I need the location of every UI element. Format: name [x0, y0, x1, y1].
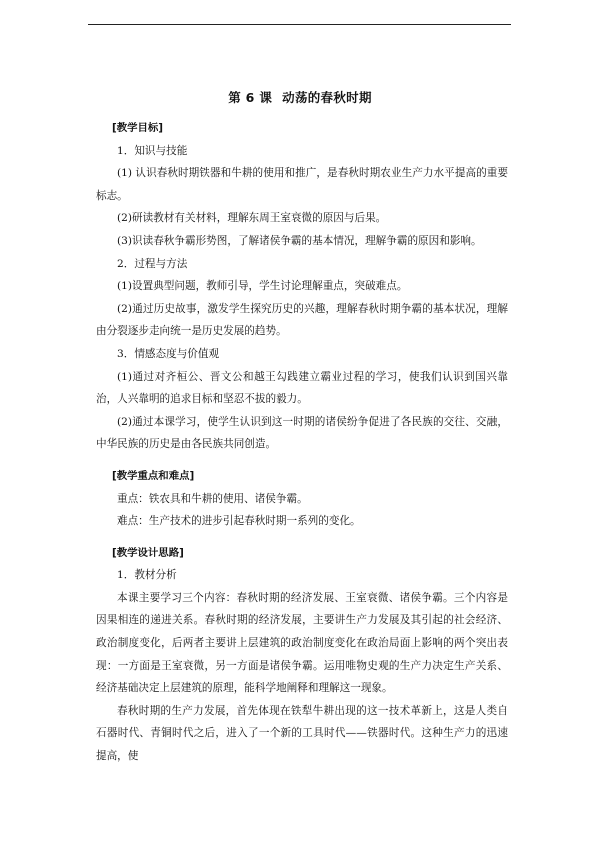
document-body: [96, 117, 508, 768]
paragraph: (2)通过本课学习，使学生认识到这一时期的诸侯纷争促进了各民族的交往、交融，中华民族的历史是由各民族共同创造。: [96, 415, 508, 451]
section-heading-design: [教学设计思路]: [112, 546, 184, 559]
lesson-name: 动荡的春秋时期: [282, 90, 372, 105]
paragraph: (1) 认识春秋时期铁器和牛耕的使用和推广，是春秋时期农业生产力水平提高的重要标志。: [96, 167, 508, 202]
subsection-heading: 2．过程与方法: [117, 257, 188, 270]
header-rule: [88, 24, 511, 25]
section-heading-keypoints: [教学重点和难点]: [112, 469, 195, 482]
lesson-number: 第 6 课: [228, 90, 273, 105]
paragraph: 重点：铁农具和牛耕的使用、诸侯争霸。: [117, 492, 308, 505]
lesson-title: [0, 88, 600, 106]
paragraph: (1)设置典型问题，教师引导，学生讨论理解重点，突破难点。: [117, 280, 408, 293]
paragraph: 本课主要学习三个内容：春秋时期的经济发展、王室衰微、诸侯争霸。三个内容是因果相连的递进关系。春秋时期的经济发展，主要讲生产力发展及其引起的社会经济、政治制度变化，后两者主要讲上层建筑的政治制度变化在政治局面上影响的两个突出表现：一方面是王室衰微，另一方面是诸侯争霸。运用唯物史观的生产力决定生产关系、经济基础决定上层建筑的原理，能科学地阐释和理解这一现象。: [96, 591, 508, 695]
paragraph: (1)通过对齐桓公、晋文公和越王勾践建立霸业过程的学习，使我们认识到国兴靠治，人兴靠明的追求目标和坚忍不拔的毅力。: [96, 370, 508, 406]
subsection-heading: 1．知识与技能: [117, 144, 188, 157]
paragraph: 春秋时期的生产力发展，首先体现在铁犁牛耕出现的这一技术革新上，这是人类自石器时代、青铜时代之后，进入了一个新的工具时代——铁器时代。这种生产力的迅速提高，使: [96, 704, 508, 763]
paragraph: (3)识读春秋争霸形势图，了解诸侯争霸的基本情况，理解争霸的原因和影响。: [117, 234, 482, 247]
subsection-heading: 3．情感态度与价值观: [117, 347, 220, 360]
section-heading-objectives: [教学目标]: [112, 122, 164, 134]
paragraph: 难点：生产技术的进步引起春秋时期一系列的变化。: [117, 515, 361, 528]
paragraph: (2)通过历史故事，激发学生探究历史的兴趣，理解春秋时期争霸的基本状况，理解由分裂逐步走向统一是历史发展的趋势。: [96, 302, 508, 338]
paragraph: (2)研读教材有关材料，理解东周王室衰微的原因与后果。: [117, 212, 387, 225]
subsection-heading: 1．教材分析: [117, 569, 177, 582]
